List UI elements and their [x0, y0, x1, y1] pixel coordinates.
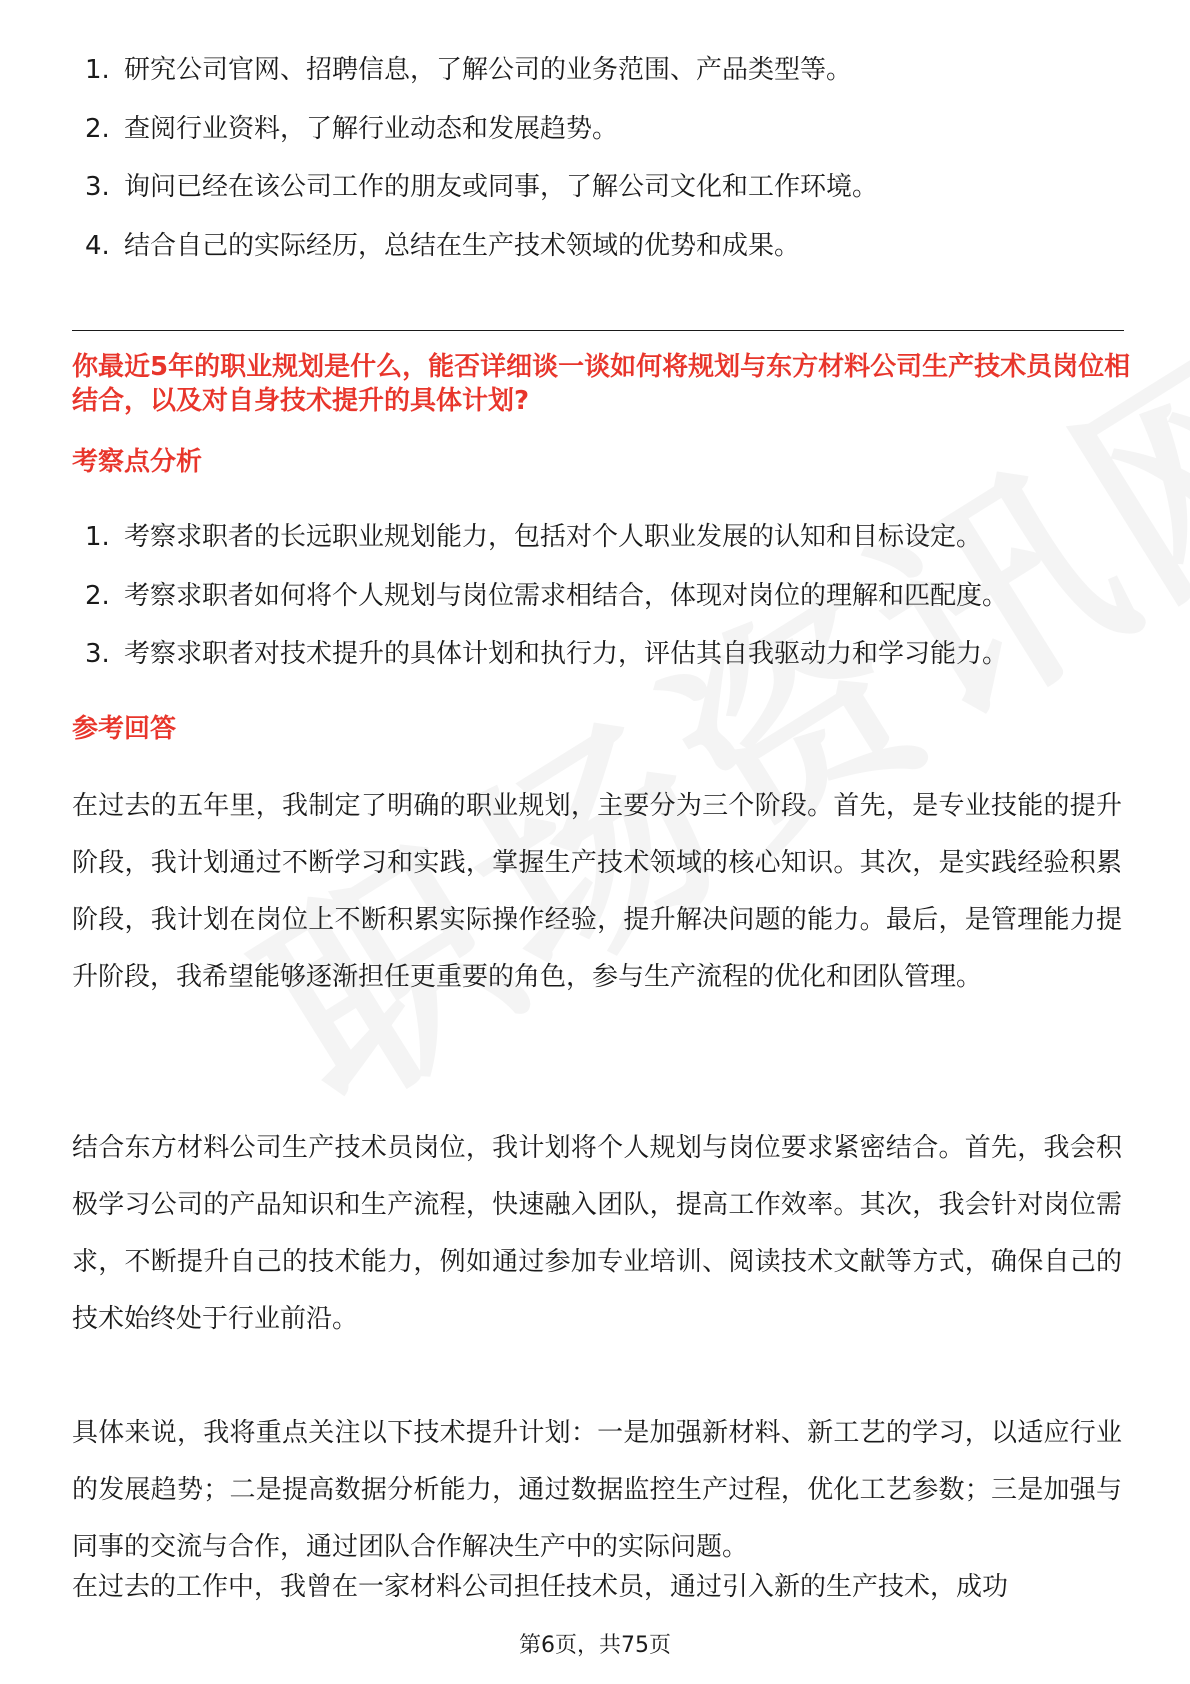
- list-item: [72, 100, 1122, 159]
- list-item: [72, 567, 1122, 626]
- answer-paragraph: 在过去的五年里，我制定了明确的职业规划，主要分为三个阶段。首先，是专业技能的提升阶段，我计划通过不断学习和实践，掌握生产技术领域的核心知识。其次，是实践经验积累阶段，我计划在岗位上不断积累实际操作经验，提升解决问题的能力。最后，是管理能力提升阶段，我希望能够逐渐担任更重要的角色，参与生产流程的优化和团队管理。: [72, 791, 1122, 992]
- list-item-number: 2.: [85, 580, 110, 611]
- list-item-number: 1.: [85, 522, 110, 552]
- list-item-text: 结合自己的实际经历，总结在生产技术领域的优势和成果。: [124, 230, 801, 261]
- list-item-text: 研究公司官网、招聘信息，了解公司的业务范围、产品类型等。: [124, 55, 853, 85]
- prep-list: [72, 41, 1122, 275]
- answer-paragraph: 结合东方材料公司生产技术员岗位，我计划将个人规划与岗位要求紧密结合。首先，我会积极学习公司的产品知识和生产流程，快速融入团队，提高工作效率。其次，我会针对岗位需求，不断提升自己的技术能力，例如通过参加专业培训、阅读技术文献等方式，确保自己的技术始终处于行业前沿。: [72, 1133, 1122, 1334]
- analysis-list: [72, 508, 1122, 684]
- list-item: [72, 508, 1122, 567]
- list-item: [72, 41, 1122, 100]
- list-item-number: 2.: [85, 113, 110, 144]
- list-item: [72, 625, 1122, 684]
- list-item-number: 1.: [85, 55, 110, 85]
- list-item-number: 3.: [85, 172, 110, 202]
- list-item-text: 考察求职者如何将个人规划与岗位需求相结合，体现对岗位的理解和匹配度。: [124, 580, 1009, 611]
- list-item: [72, 158, 1122, 217]
- section-divider: [72, 330, 1124, 331]
- page-number: 第6页，共75页: [519, 1633, 671, 1658]
- answer-paragraph: 在过去的工作中，我曾在一家材料公司担任技术员，通过引入新的生产技术，成功: [72, 1572, 1009, 1602]
- list-item-text: 考察求职者对技术提升的具体计划和执行力，评估其自我驱动力和学习能力。: [124, 639, 1009, 669]
- list-item: [72, 217, 1122, 276]
- interview-question: 你最近5年的职业规划是什么，能否详细谈一谈如何将规划与东方材料公司生产技术员岗位相结合，以及对自身技术提升的具体计划?: [72, 352, 1131, 416]
- answer-paragraph: 具体来说，我将重点关注以下技术提升计划：一是加强新材料、新工艺的学习，以适应行业的发展趋势；二是提高数据分析能力，通过数据监控生产过程，优化工艺参数；三是加强与同事的交流与合作，通过团队合作解决生产中的实际问题。: [72, 1418, 1122, 1562]
- analysis-heading: 考察点分析: [72, 447, 203, 477]
- list-item-text: 查阅行业资料，了解行业动态和发展趋势。: [124, 113, 619, 144]
- list-item-text: 考察求职者的长远职业规划能力，包括对个人职业发展的认知和目标设定。: [124, 522, 983, 552]
- list-item-number: 3.: [85, 639, 110, 669]
- list-item-text: 询问已经在该公司工作的朋友或同事，了解公司文化和工作环境。: [124, 172, 879, 202]
- answer-heading: 参考回答: [72, 714, 177, 744]
- list-item-number: 4.: [85, 230, 110, 261]
